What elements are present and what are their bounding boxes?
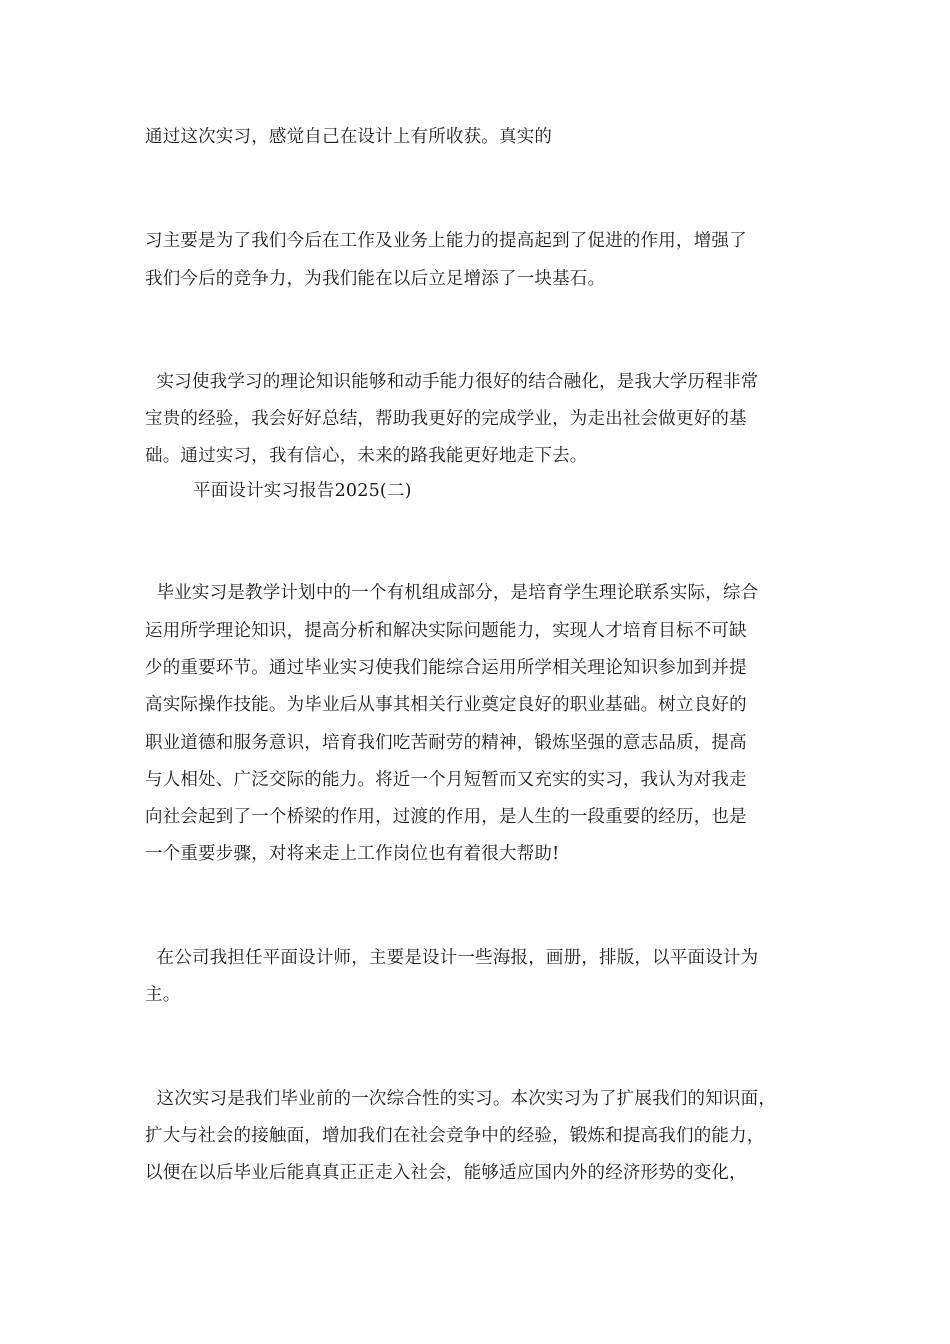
paragraph-5-line-7: 向社会起到了一个桥梁的作用，过渡的作用，是人生的一段重要的经历，也是 <box>145 807 747 827</box>
paragraph-5-line-8: 一个重要步骤，对将来走上工作岗位也有着很大帮助! <box>145 844 560 864</box>
paragraph-7-line-2: 扩大与社会的接触面，增加我们在社会竞争中的经验，锻炼和提高我们的能力， <box>145 1126 765 1146</box>
paragraph-3-line-2: 宝贵的经验，我会好好总结，帮助我更好的完成学业，为走出社会做更好的基 <box>145 409 747 429</box>
section-heading: 平面设计实习报告2025(二) <box>193 481 412 501</box>
paragraph-2-line-1: 习主要是为了我们今后在工作及业务上能力的提高起到了促进的作用，增强了 <box>145 231 747 251</box>
paragraph-5-line-2: 运用所学理论知识，提高分析和解决实际问题能力，实现人才培育目标不可缺 <box>145 621 747 641</box>
paragraph-5-line-5: 职业道德和服务意识，培育我们吃苦耐劳的精神，锻炼坚强的意志品质，提高 <box>145 733 747 753</box>
paragraph-1-line-1: 通过这次实习，感觉自己在设计上有所收获。真实的 <box>145 127 553 147</box>
paragraph-3-line-3: 础。通过实习，我有信心，未来的路我能更好地走下去。 <box>145 446 588 466</box>
paragraph-5-line-1: 毕业实习是教学计划中的一个有机组成部分，是培育学生理论联系实际，综合 <box>145 583 759 603</box>
paragraph-7-line-1: 这次实习是我们毕业前的一次综合性的实习。本次实习为了扩展我们的知识面， <box>145 1089 777 1109</box>
paragraph-5-line-4: 高实际操作技能。为毕业后从事其相关行业奠定良好的职业基础。树立良好的 <box>145 695 747 715</box>
paragraph-7-line-3: 以便在以后毕业后能真真正正走入社会，能够适应国内外的经济形势的变化， <box>145 1163 747 1183</box>
paragraph-5-line-3: 少的重要环节。通过毕业实习使我们能综合运用所学相关理论知识参加到并提 <box>145 658 747 678</box>
paragraph-5-line-6: 与人相处、广泛交际的能力。将近一个月短暂而又充实的实习，我认为对我走 <box>145 770 747 790</box>
paragraph-6-line-2: 主。 <box>145 985 181 1005</box>
paragraph-2-line-2: 我们今后的竞争力，为我们能在以后立足增添了一块基石。 <box>145 269 606 289</box>
paragraph-6-line-1: 在公司我担任平面设计师，主要是设计一些海报，画册，排版，以平面设计为 <box>145 948 759 968</box>
paragraph-3-line-1: 实习使我学习的理论知识能够和动手能力很好的结合融化，是我大学历程非常 <box>145 372 759 392</box>
